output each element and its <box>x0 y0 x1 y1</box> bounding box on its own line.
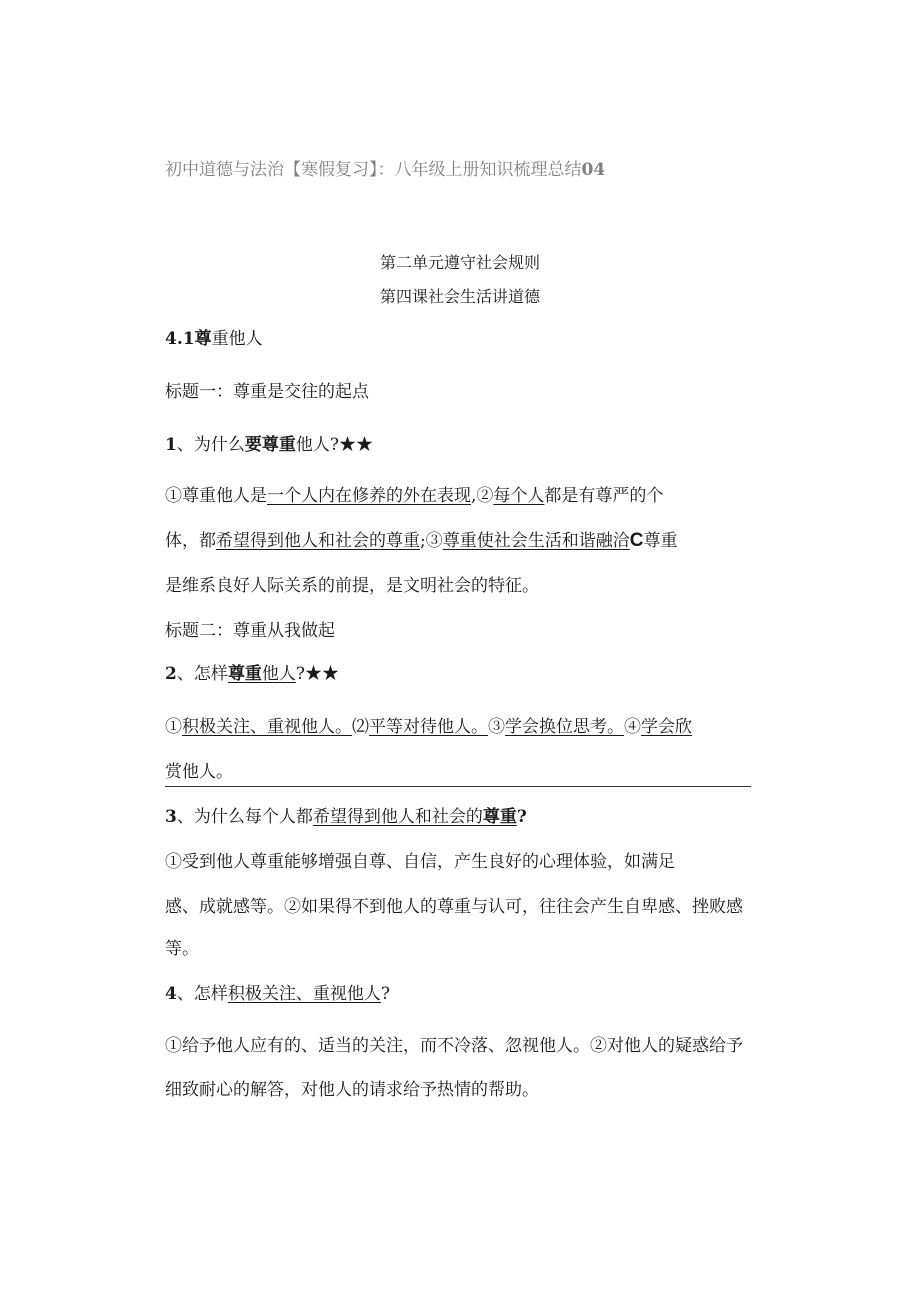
question-two: 2、怎样尊重他人?★★ <box>165 664 339 684</box>
answer-two-line-2: 赏他人。 <box>165 762 233 782</box>
unit-heading: 第二单元遵守社会规则 <box>379 253 540 272</box>
subtitle-two: 标题二：尊重从我做起 <box>165 621 335 641</box>
subtitle-one: 标题一：尊重是交往的起点 <box>165 382 369 402</box>
answer-three-line-2: 感、成就感等。②如果得不到他人的尊重与认可，往往会产生自卑感、挫败感 <box>165 897 743 917</box>
answer-one-line-1: ①尊重他人是一个人内在修养的外在表现,②每个人都是有尊严的个 <box>165 486 664 506</box>
answer-three-line-1: ①受到他人尊重能够增强自尊、自信，产生良好的心理体验，如满足 <box>165 852 675 872</box>
answer-four-line-2: 细致耐心的解答，对他人的请求给予热情的帮助。 <box>165 1080 539 1100</box>
lesson-heading: 第四课社会生活讲道德 <box>379 287 540 306</box>
document-title: 初中道德与法治【寒假复习】：八年级上册知识梳理总结04 <box>165 160 606 180</box>
section-heading: 4.1尊重他人 <box>165 329 263 349</box>
answer-one-line-2: 体，都希望得到他人和社会的尊重;③尊重使社会生活和谐融洽C尊重 <box>165 530 678 551</box>
question-three: 3、为什么每个人都希望得到他人和社会的尊重? <box>165 807 527 827</box>
question-four: 4、怎样积极关注、重视他人? <box>165 984 390 1004</box>
answer-two-line-1: ①积极关注、重视他人。⑵平等对待他人。③学会换位思考。④学会欣 <box>165 717 692 737</box>
answer-three-line-3: 等。 <box>165 939 199 959</box>
horizontal-rule <box>165 786 751 787</box>
question-one: 1、为什么要尊重他人?★★ <box>165 435 373 455</box>
answer-one-line-3: 是维系良好人际关系的前提，是文明社会的特征。 <box>165 576 539 596</box>
answer-four-line-1: ①给予他人应有的、适当的关注，而不冷落、忽视他人。②对他人的疑惑给予 <box>165 1036 743 1056</box>
